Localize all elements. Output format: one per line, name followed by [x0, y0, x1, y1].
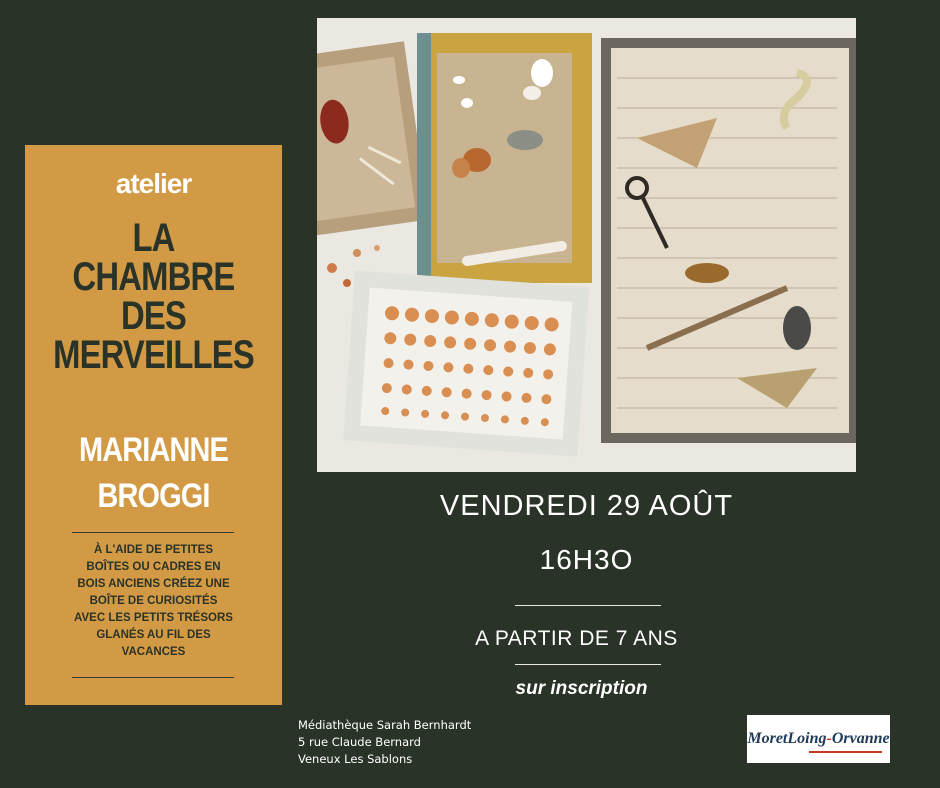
divider	[72, 677, 234, 678]
artist-name	[44, 427, 262, 519]
title-line: CHAMBRE	[72, 255, 235, 299]
workshop-title	[48, 216, 259, 377]
address-line: Médiathèque Sarah Bernhardt	[298, 718, 472, 732]
info-panel	[25, 145, 282, 705]
description-line: BOIS ANCIENS CRÉEZ UNE	[77, 578, 230, 590]
curiosity-boxes-photo	[317, 18, 856, 472]
address-block	[298, 717, 471, 768]
description-line: BOÎTES OU CADRES EN	[86, 561, 221, 573]
title-line: MERVEILLES	[53, 333, 254, 377]
age-requirement: A PARTIR DE 7 ANS	[475, 627, 678, 650]
moret-loing-orvanne-logo	[747, 715, 890, 763]
description-line: BOÎTE DE CURIOSITÉS	[89, 595, 218, 607]
kicker: atelier	[115, 168, 192, 199]
description	[55, 542, 252, 661]
shell-frame	[417, 33, 592, 283]
logo-text: MoretLoing-Orvanne	[747, 730, 890, 747]
title-line: DES	[121, 294, 186, 338]
book-tray	[601, 38, 856, 443]
event-date: VENDREDI 29 AOÛT	[439, 490, 734, 522]
artist-line: MARIANNE	[79, 431, 228, 469]
title-line: LA	[132, 216, 175, 260]
event-time: 16H3O	[539, 544, 634, 575]
address-line: Veneux Les Sablons	[298, 752, 413, 766]
registration-note: sur inscription	[515, 678, 648, 699]
artist-line: BROGGI	[97, 477, 210, 515]
logo-underline	[809, 751, 882, 753]
divider	[72, 532, 234, 533]
divider	[515, 605, 661, 606]
photo-illustration	[317, 18, 856, 472]
description-line: À L'AIDE DE PETITES	[93, 544, 214, 556]
divider	[515, 664, 661, 665]
description-line: AVEC LES PETITS TRÉSORS	[74, 612, 233, 624]
address-line: 5 rue Claude Bernard	[298, 735, 421, 749]
shell-grid-frame	[343, 271, 589, 457]
description-line: VACANCES	[121, 646, 186, 658]
description-line: GLANÉS AU FIL DES	[96, 629, 211, 641]
